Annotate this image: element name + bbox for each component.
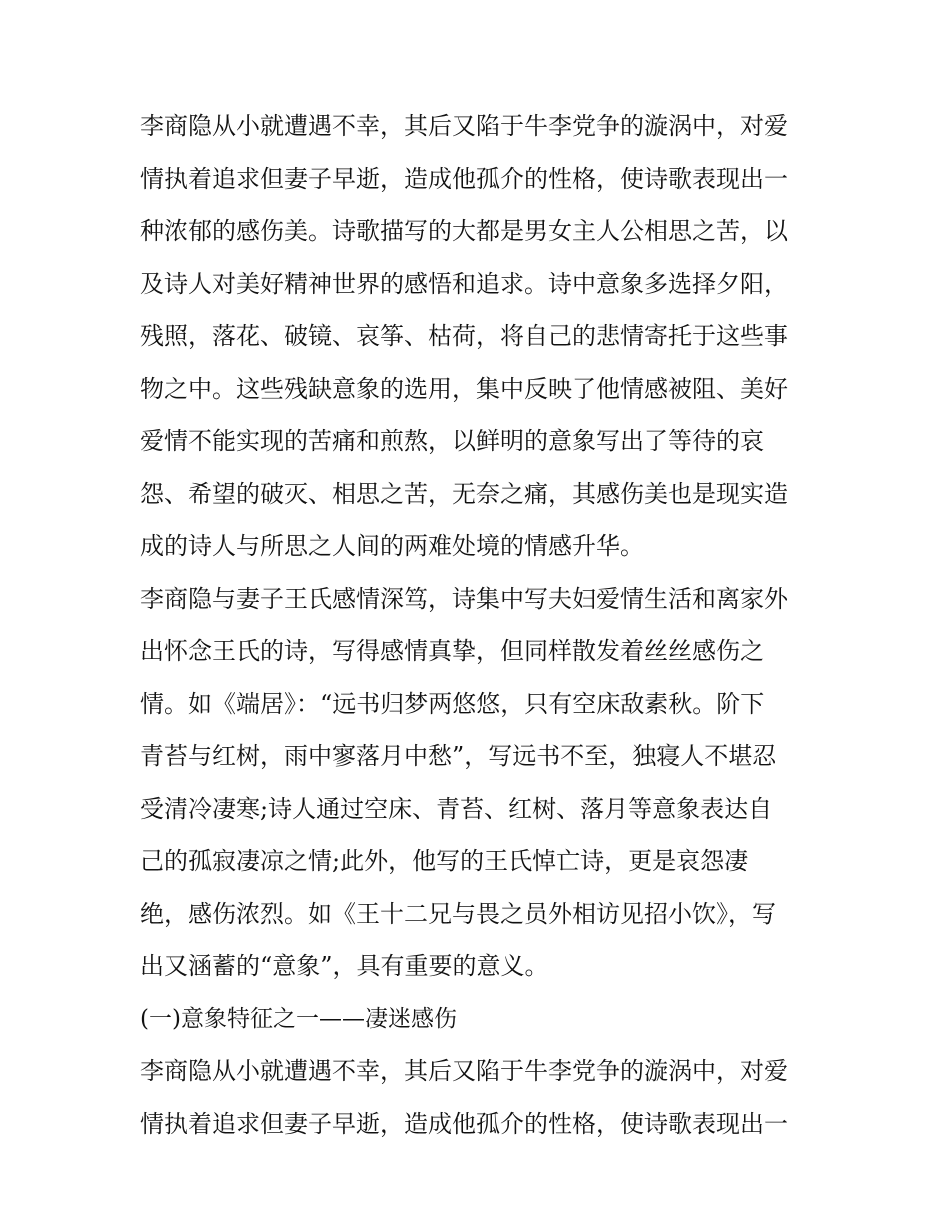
text-line: 情执着追求但妻子早逝，造成他孤介的性格，使诗歌表现出一 xyxy=(140,164,788,193)
text-line: 受清冷凄寒;诗人通过空床、青苔、红树、落月等意象表达自 xyxy=(140,794,773,823)
text-line: 成的诗人与所思之人间的两难处境的情感升华。 xyxy=(140,532,644,560)
text-line: 怨、希望的破灭、相思之苦，无奈之痛，其感伤美也是现实造 xyxy=(140,479,788,508)
text-line: 情执着追求但妻子早逝，造成他孤介的性格，使诗歌表现出一 xyxy=(140,1109,788,1138)
text-line: 爱情不能实现的苦痛和煎熬，以鲜明的意象写出了等待的哀 xyxy=(140,427,764,455)
text-line: 种浓郁的感伤美。诗歌描写的大都是男女主人公相思之苦，以 xyxy=(140,217,788,245)
text-line: 李商隐从小就遭遇不幸，其后又陷于牛李党争的漩涡中，对爱 xyxy=(140,1057,788,1085)
text-line: 己的孤寂凄凉之情;此外，他写的王氏悼亡诗，更是哀怨凄 xyxy=(140,847,749,875)
text-line: 情。如《端居》：“远书归梦两悠悠，只有空床敌素秋。阶下 xyxy=(140,689,765,718)
text-line: 物之中。这些残缺意象的选用，集中反映了他情感被阻、美好 xyxy=(140,374,788,403)
text-line: 出怀念王氏的诗，写得感情真挚，但同样散发着丝丝感伤之 xyxy=(140,637,764,665)
text-line: 及诗人对美好精神世界的感悟和追求。诗中意象多选择夕阳， xyxy=(140,269,788,298)
text-line: 李商隐与妻子王氏感情深笃，诗集中写夫妇爱情生活和离家外 xyxy=(140,584,788,613)
text-line: 残照，落花、破镜、哀筝、枯荷，将自己的悲情寄托于这些事 xyxy=(140,322,788,350)
text-line: 青苔与红树，雨中寥落月中愁”，写远书不至，独寝人不堪忍 xyxy=(140,742,777,770)
document-body xyxy=(140,100,816,1150)
section-heading: (一)意象特征之一——凄迷感伤 xyxy=(140,1005,457,1032)
text-line: 李商隐从小就遭遇不幸，其后又陷于牛李党争的漩涡中，对爱 xyxy=(140,112,788,140)
text-line: 绝，感伤浓烈。如《王十二兄与畏之员外相访见招小饮》，写 xyxy=(140,899,776,928)
text-line: 出又涵蓄的“意象”，具有重要的意义。 xyxy=(140,952,549,980)
